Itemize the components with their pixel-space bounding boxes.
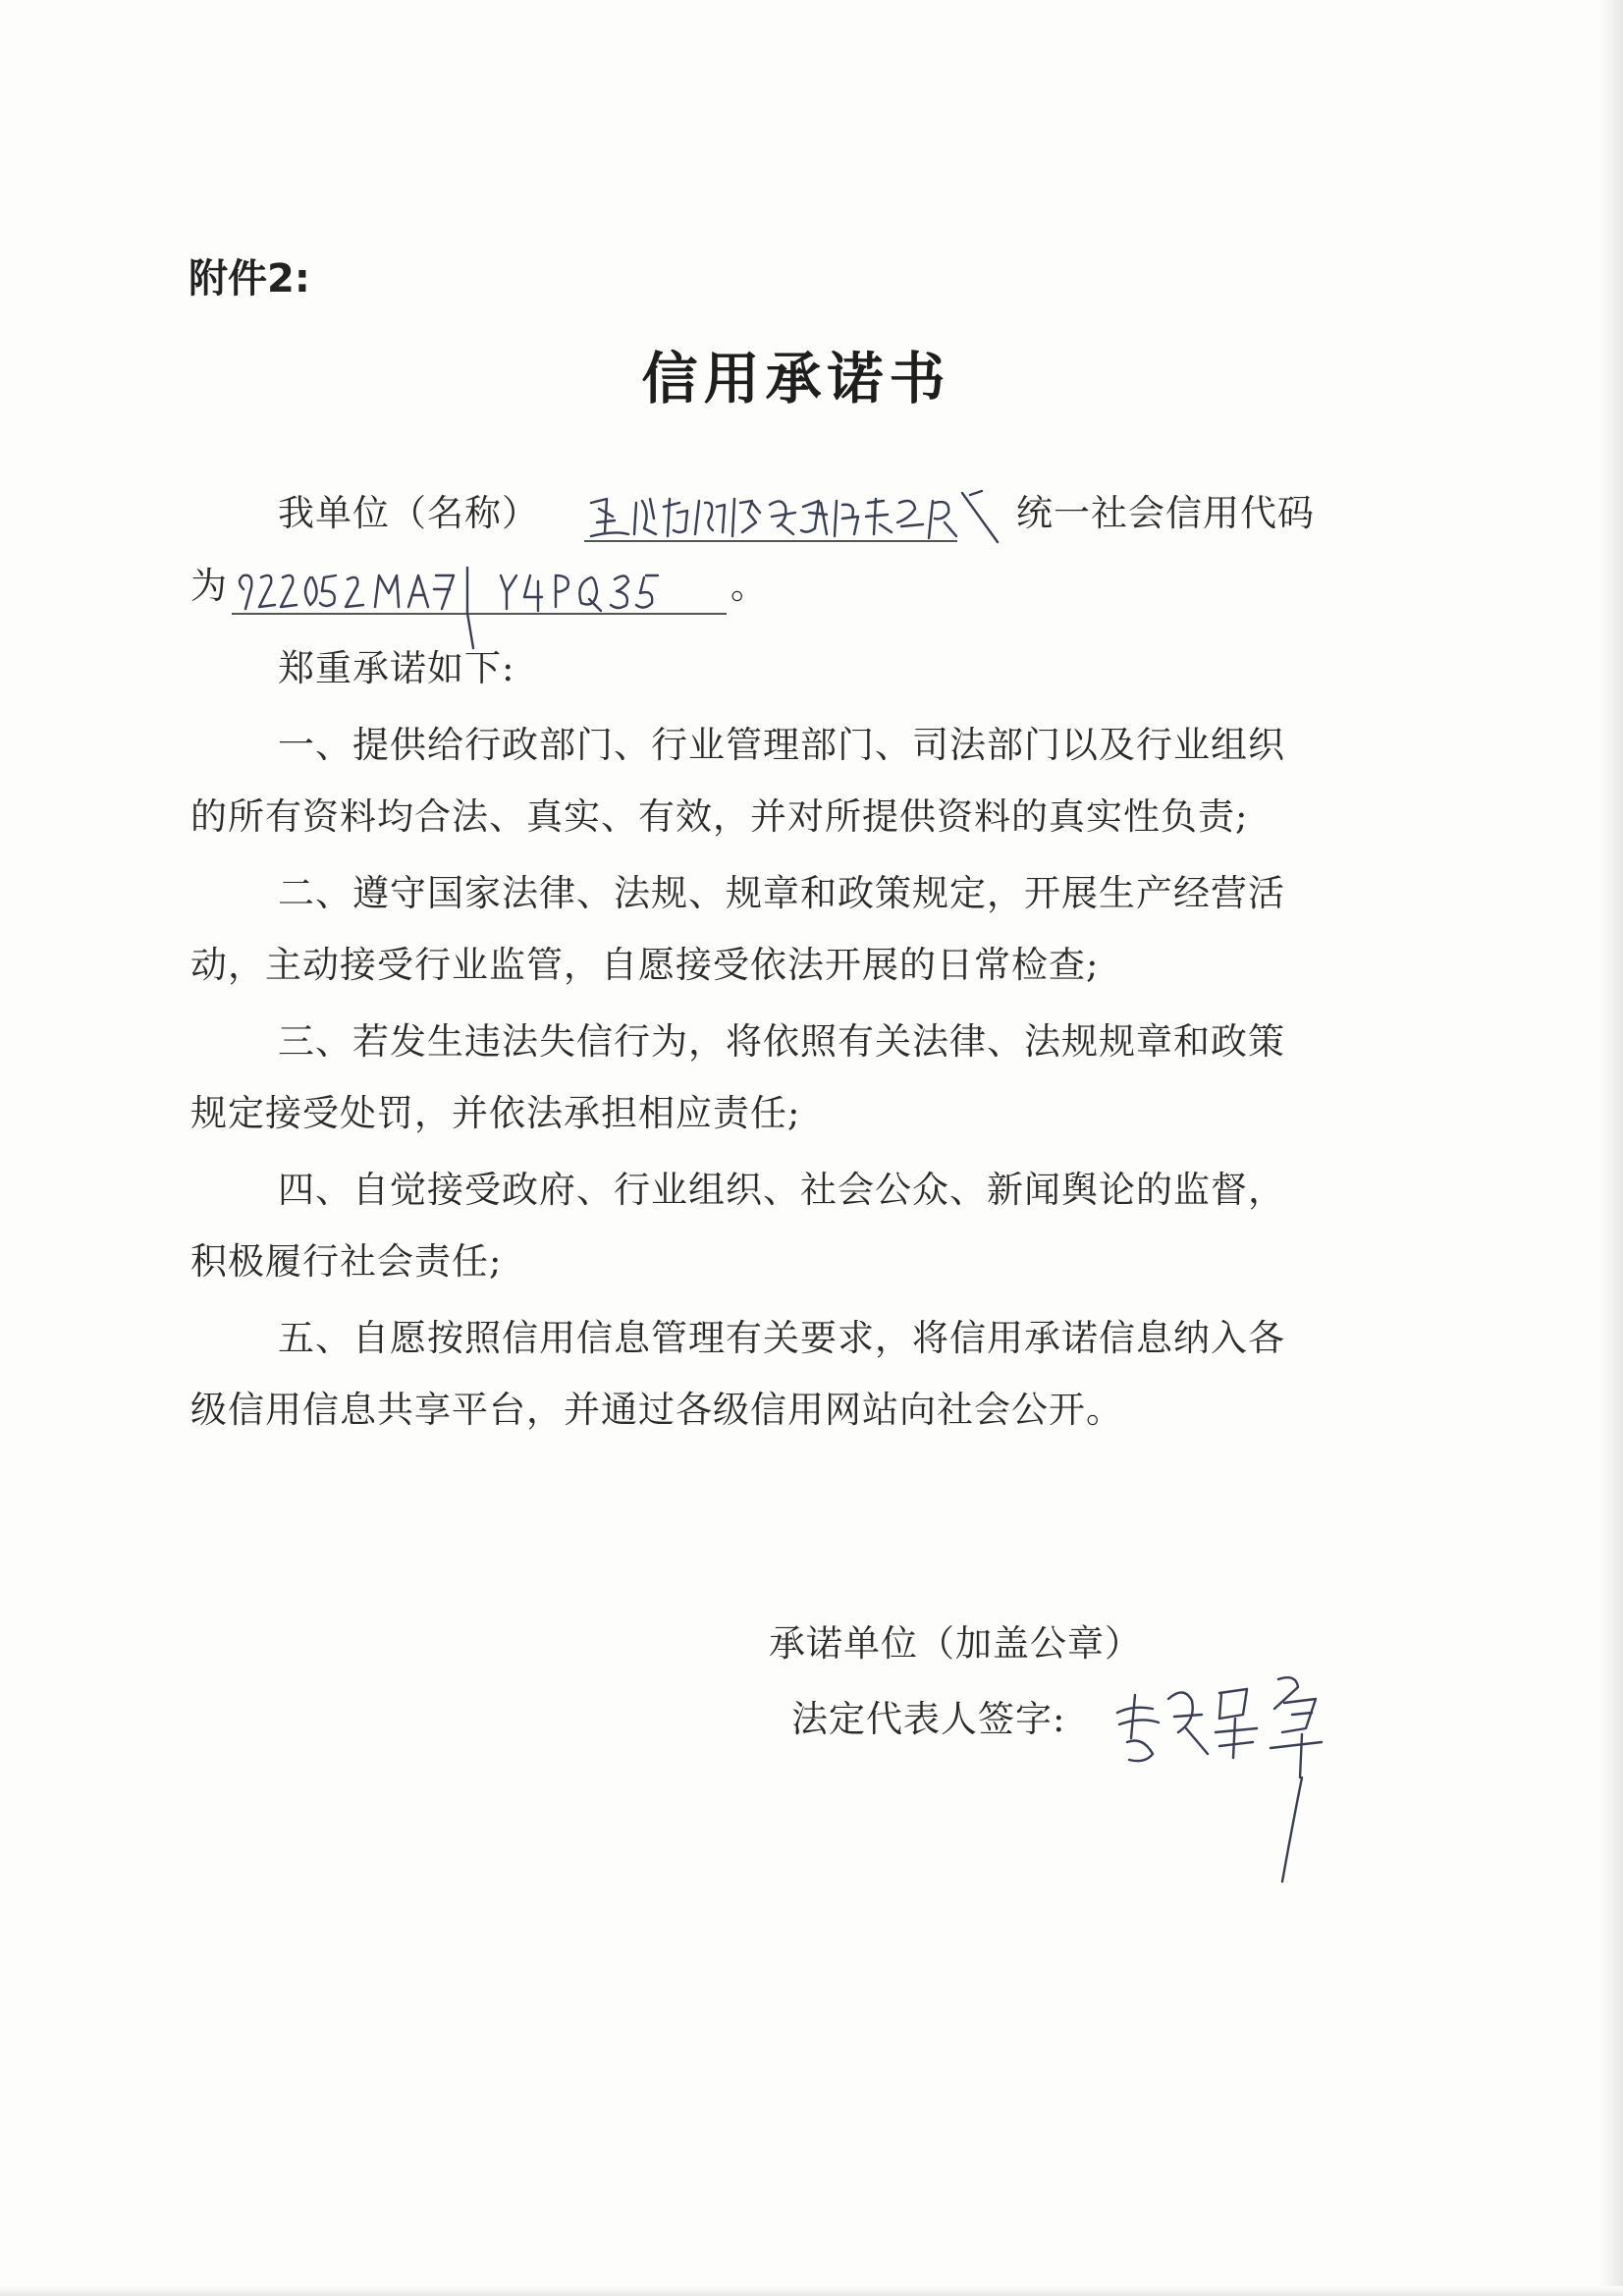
scan-edge-shadow [1599,0,1623,2296]
page-title: 信用承诺书 [641,347,951,411]
commitment-lead: 郑重承诺如下: [278,647,515,689]
intro-code-suffix: 。 [730,565,768,607]
clause-4-line-1: 四、自觉接受政府、行业组织、社会公众、新闻舆论的监督， [278,1169,1285,1211]
clause-4-line-2: 积极履行社会责任; [190,1240,503,1283]
clause-2-line-2: 动，主动接受行业监管，自愿接受依法开展的日常检查; [190,944,1100,986]
annex-label: 附件2: [189,256,310,301]
handwritten-credit-code [232,550,742,658]
clause-1-line-2: 的所有资料均合法、真实、有效，并对所提供资料的真实性负责; [190,795,1249,838]
clause-2-line-1: 二、遵守国家法律、法规、规章和政策规定，开展生产经营活 [278,872,1285,914]
clause-3-line-1: 三、若发生违法失信行为，将依照有关法律、法规规章和政策 [278,1020,1285,1063]
handwritten-signature [1109,1660,1404,1895]
intro-code-prefix: 为 [190,565,228,607]
clause-1-line-1: 一、提供给行政部门、行业管理部门、司法部门以及行业组织 [278,724,1285,766]
intro-suffix: 统一社会信用代码 [1016,492,1315,534]
promising-unit-label: 承诺单位（加盖公章） [769,1622,1142,1665]
scan-bottom-shadow [0,2286,1623,2296]
handwritten-company-name [585,473,1017,552]
legal-representative-label: 法定代表人签字: [791,1698,1066,1740]
clause-5-line-2: 级信用信息共享平台，并通过各级信用网站向社会公开。 [190,1389,1123,1431]
intro-prefix: 我单位（名称） [278,492,539,534]
clause-3-line-2: 规定接受处罚，并依法承担相应责任; [190,1092,801,1134]
clause-5-line-1: 五、自愿按照信用信息管理有关要求，将信用承诺信息纳入各 [278,1317,1285,1359]
